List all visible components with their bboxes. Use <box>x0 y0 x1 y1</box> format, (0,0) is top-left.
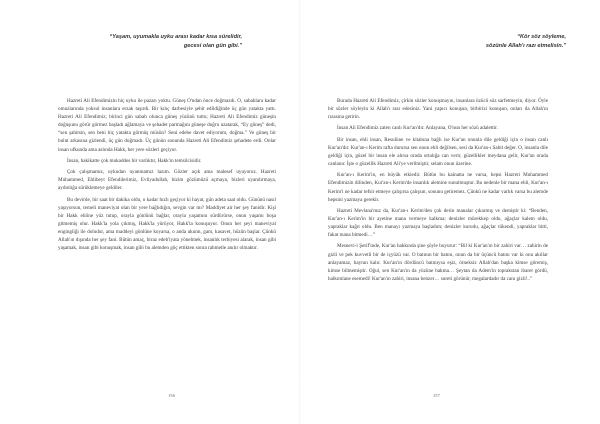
paragraph: Bir insan, ehli insan, Resulüne ve kitabına bağlı ise Kur'an onunla dile geldiği için o insan canlı Kur'an'dır. Kur'an-ı Kerim rafta durursa sen onun ehli değilsen, sesi da Kur'an-ı Sabit değer. O, insanla dile geldiği için, güzel bir insan ele alırsa orada ortalığa can verir, güzellikler meydana gelir, Kur'an orada canlanır. İşte o güzellik Hazreti Ali'ye verilmiştir, selam onun üzerine. <box>328 136 548 168</box>
paragraph: İnsan Ali Efendimiz zaten canlı Kur'an'dır. Anlayana, O'nun her sözü adalettir. <box>337 125 498 132</box>
page-number: 157 <box>433 393 440 398</box>
paragraph: Burada Hazreti Ali Efendimiz, çirkin sözler konuşmayın, insanlara üzücü söz sarfetmeyin, diyor. Öyle bir sözler söyleyin ki Allah'ı razı edesiniz. Yani yapıcı konuşun, birbirizi konuşun, onları da Allah'ın rızasına getirin. <box>328 98 548 121</box>
paragraph: İnsan, hakikatte çok mukaddes bir varlıktır, Hakk'ın temsilcisidir. <box>67 157 202 164</box>
right-epigraph <box>366 33 566 51</box>
paragraph: Hazreti Mevlana'mız da, Kur'an-ı Kerim'den çok derin manalar çıkarmış ve demiştir ki: “Benden, Kur'an-ı Kerim'in bir ayetine mana vermeye kalkma; denizler mürekkep oldu, ağaçlar kalem oldu, yapraklar kağıt oldu. Ben manayı yazmaya başladım; denizler kurudu, ağaçlar tükendi, yapraklar bitti, fakat mana bitmedi…” <box>328 207 548 239</box>
epigraph-line: sözünle Allah'ı razı etmelisin.” <box>485 43 566 49</box>
left-epigraph <box>42 33 242 51</box>
epigraph-line: “Yaşam, uyumakla uyku arası kadar kısa sürelidir, <box>109 34 242 40</box>
right-page <box>300 0 600 424</box>
page-number: 156 <box>168 393 175 398</box>
right-body-text <box>328 97 548 286</box>
epigraph-line: gecesi olan gün gibi.” <box>183 43 242 49</box>
paragraph: Çok çalışmamız, uykudan uyanmamız lazım. Gözler açık ama malesef uyuyoruz. Hazreti Muhammed, Ehlibeyt Efendilerimiz, Evliyadullah, bizim gözümüzü açmaya, bizleri uyandırmaya, aydınlığa sürüklemeye geldiler. <box>58 169 276 192</box>
paragraph: Kur'an-ı Kerim'in, en büyük etkiedir. Bütün bu kainatta ne varsa, hepsi Hazreti Muhammed Efendimizin dilinden, Kur'an-ı Kerim'de insanlık alemine sunulmuştur. Bu nedenle bir mana ehli, Kur'an-ı Kerim'i ne kadar tefsir etmeye çalışırsa çalışsın, sonunu getiremez. Çünkü ne kadar varlık varsa bu alemde hepsini yazmaya gerekir. <box>328 172 548 203</box>
paragraph: Hazreti Ali Efendimizin hiç uyku ile pazarı yoktu. Güneş O'ndan önce doğmazdı. O, sabahlara kadar omuzlarında yoksul insanlara erzak taşırdı. Bir kılıç darbesiyle şehit edildiğinde üç gün yatakta yattı. Hazreti Ali Efendimiz; birinci gün sabah olunca güneş yüzünü tuttu; Hazreti Ali Efendimiz güneşin doğuşunu görür görmez başladı ağlamaya ve şehadet parmağını güneşe doğru uzatarak, “Ey güneş” dedi, “sen şahitsin, sen beni hiç yatakta görmüş müsün? Seni edebe davet ediyorum, doğma.” Ve güneş bir bulut arkasına gizlendi, üç gün doğmadı. Üç günün sonunda Hazreti Ali Efendimiz şehadete erdi. Onlar insan ufkunda ama aslında Hakk, her yere sözleri geçiyor. <box>58 98 276 153</box>
paragraph: Mesnevi-i Şerif'inde, Kur'an hakkında şine şöyle buyurur: “Bil ki Kur'an'ın bir zahiri var… zahirin de gizli ve pek kuvvetli bir de içyüzü var. O batının bir batını, onun da bir üçüncü batını var ki onu akıllar anlayamaz, hayran kalır. Kur'an'ın dördüncü batınıysa eşiz, örneksiz Allah'dan başka kimse göremiş, kimse bilmemiştir. Oğul, sen Kur'an'ın da yüzüne bakma… Şeytan da Adem'in toprakstan ibaret gördü, halkımlane esemedi! Kur'an'ın zahiri, insana benzer… sureti görünür, megalardadır da canı gizli!..” <box>328 243 548 282</box>
paragraph: Bu devirde, bir saat bir dakika oldu, o kadar hızlı geçiyor ki hayat, gün adeta saat oldu. Gününü nasıl yaşıyorsun, temeli maneviyat olan bir yere bağlıdığın, sevgin var mı? Maddiyet air her şey fanidir. Kişi bir Hakk ehline yüz tutup, orayla gönlünü bağlar, orayla yaşamını sürdürürse, onun yaşamı boşa gitmemiş olur. Hakk'la yola çıkmış, Hakk'la yürüyor, Hakk'la konuşuyor. Onun her şeyi maneviyat engingliği ile doludur, ama maddeyi gönlüne koyarsa, o anda ukunn, gam, kasavet, hüzün başlar. Çünkü Allah'ın dışında her şey fani. Bütün amaç, biraz edeb'iyata yönelmek, insanlık terbiyesi alarak, insan gibi yaşamak, insan gibi konuşmak, insan gibi bu alemden göç ettikten sonra rahmetle anılır olmaktır. <box>58 196 276 252</box>
epigraph-line: “Kör söz söyleme, <box>517 34 566 40</box>
left-body-text <box>58 97 276 255</box>
